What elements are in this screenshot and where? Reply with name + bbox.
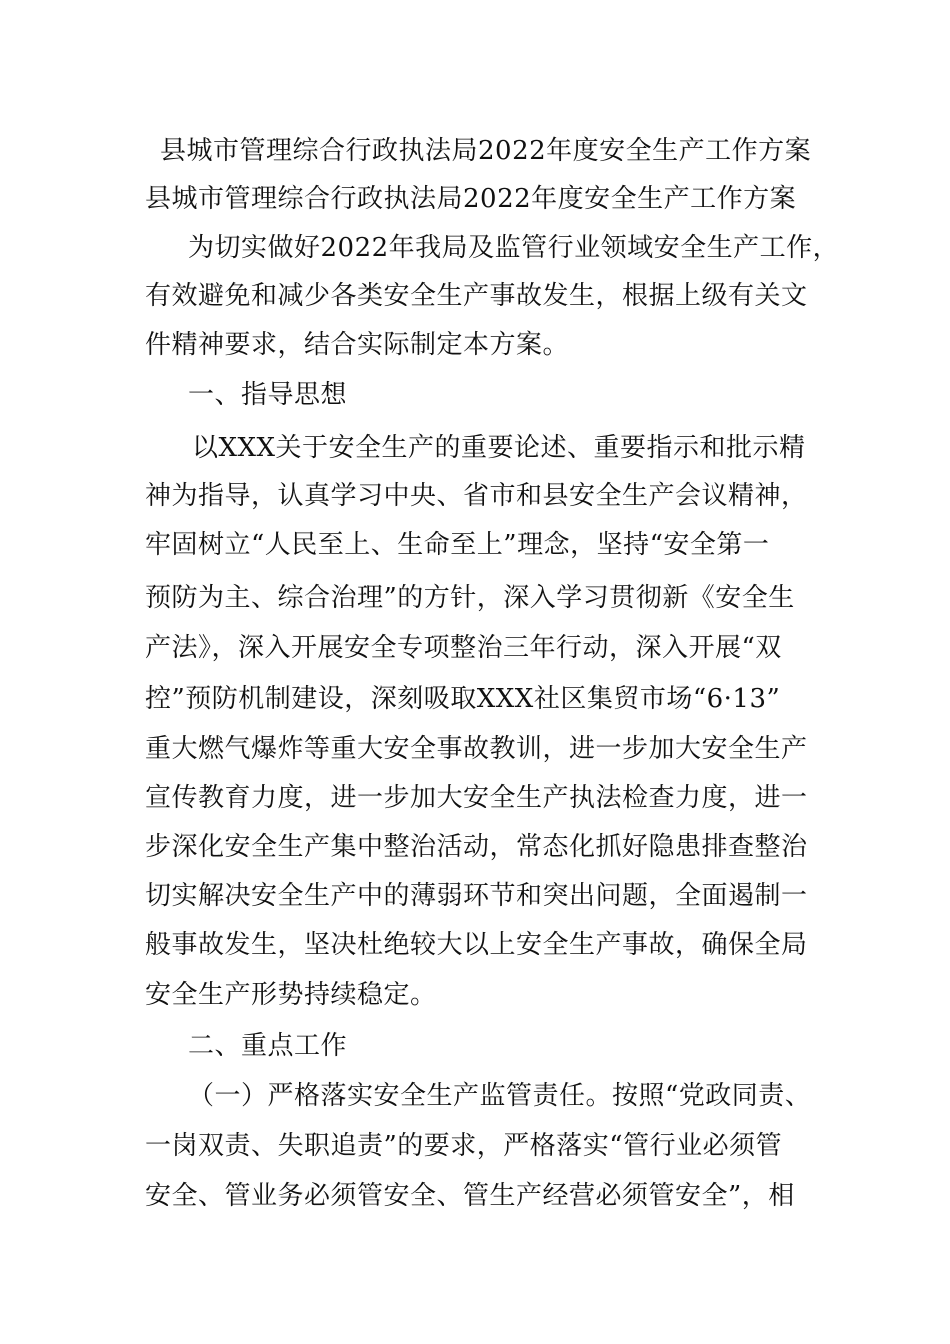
section-2-line: 一岗双责、失职追责”的要求，严格落实“管行业必须管 [145,1131,783,1161]
section-1-line: 牢固树立“人民至上、生命至上”理念，坚持“安全第一 [145,530,770,560]
section-2-line: 安全、管业务必须管安全、管生产经营必须管安全”，相 [145,1181,795,1211]
section-1-heading: 一、指导思想 [188,380,348,410]
section-1-line: 控”预防机制建设，深刻吸取XXX社区集贸市场“6·13” [145,684,781,714]
document-title-line-2: 县城市管理综合行政执法局2022年度安全生产工作方案 [145,184,797,214]
section-1-line: 般事故发生，坚决杜绝较大以上安全生产事故，确保全局 [145,930,808,960]
intro-line: 为切实做好2022年我局及监管行业领域安全生产工作， [188,233,840,263]
section-1-line: 产法》，深入开展安全专项整治三年行动，深入开展“双 [145,633,782,663]
section-2-line: （一）严格落实安全生产监管责任。按照“党政同责、 [188,1081,812,1111]
section-1-line: 切实解决安全生产中的薄弱环节和突出问题，全面遏制一 [145,881,808,911]
section-1-line: 重大燃气爆炸等重大安全事故教训，进一步加大安全生产 [145,734,808,764]
section-1-line: 预防为主、综合治理”的方针，深入学习贯彻新《安全生 [145,583,795,613]
section-1-line: 以XXX关于安全生产的重要论述、重要指示和批示精 [192,433,806,463]
section-1-line: 安全生产形势持续稳定。 [145,980,437,1010]
section-1-line: 神为指导，认真学习中央、省市和县安全生产会议精神， [145,481,808,511]
section-1-line: 步深化安全生产集中整治活动，常态化抓好隐患排查整治 [145,832,808,862]
section-1-line: 宣传教育力度，进一步加大安全生产执法检查力度，进一 [145,783,808,813]
intro-line: 有效避免和减少各类安全生产事故发生，根据上级有关文 [145,281,808,311]
document-title-line-1: 县城市管理综合行政执法局2022年度安全生产工作方案 [160,136,812,166]
section-2-heading: 二、重点工作 [188,1031,348,1061]
intro-line: 件精神要求，结合实际制定本方案。 [145,330,570,360]
